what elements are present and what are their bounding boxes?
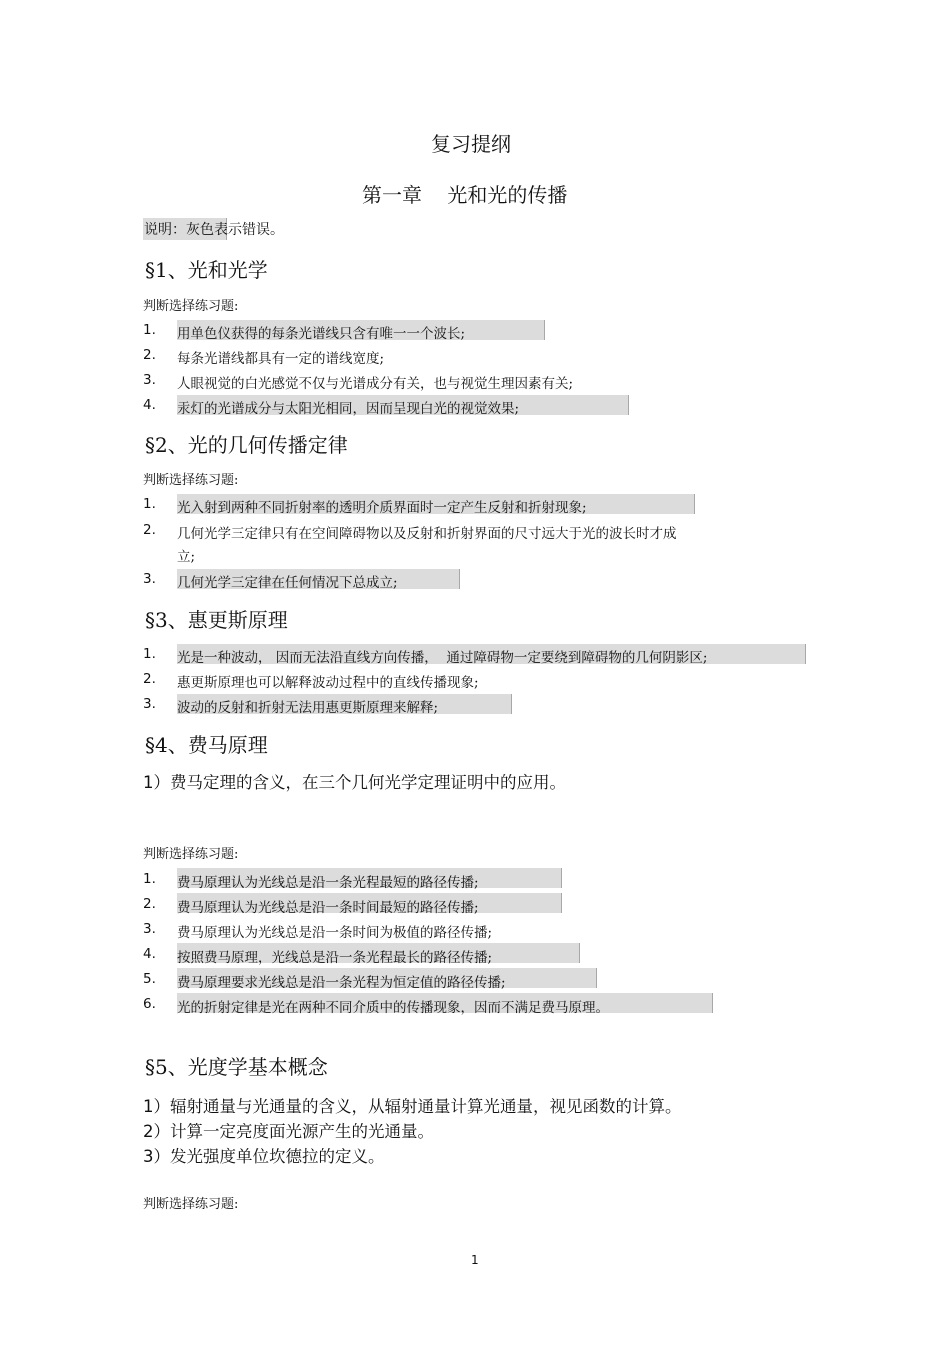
list-item-number: 4.: [143, 397, 156, 413]
list-item-text: 惠更斯原理也可以解释波动过程中的直线传播现象;: [177, 675, 479, 691]
list-item-text: 用单色仪获得的每条光谱线只含有唯一一个波长;: [177, 326, 466, 342]
list-item-number: 2.: [143, 671, 156, 687]
list-item-number: 1.: [143, 871, 156, 887]
document-title: 复习提纲: [431, 132, 511, 156]
list-item-text: 光的折射定律是光在两种不同介质中的传播现象，因而不满足费马原理。: [177, 1000, 609, 1016]
section-2-heading: §2、光的几何传播定律: [145, 433, 348, 457]
section-5-heading: §5、光度学基本概念: [145, 1055, 328, 1079]
list-item-number: 2.: [143, 522, 156, 538]
list-item-number: 3.: [143, 696, 156, 712]
section-5-exercise-label: 判断选择练习题:: [143, 1197, 239, 1212]
section-4-point-1: 1）费马定理的含义，在三个几何光学定理证明中的应用。: [143, 773, 566, 792]
list-item-text-continuation: 立;: [177, 549, 196, 565]
section-5-point-2: 2）计算一定亮度面光源产生的光通量。: [143, 1122, 434, 1141]
list-item-text: 几何光学三定律只有在空间障碍物以及反射和折射界面的尺寸远大于光的波长时才成: [177, 526, 677, 542]
list-item-number: 6.: [143, 996, 156, 1012]
section-5-point-1: 1）辐射通量与光通量的含义，从辐射通量计算光通量，视见函数的计算。: [143, 1097, 682, 1116]
list-item-text: 费马原理认为光线总是沿一条光程最短的路径传播;: [177, 875, 479, 891]
list-item-number: 1.: [143, 496, 156, 512]
section-3-heading: §3、惠更斯原理: [145, 608, 288, 632]
section-4-heading: §4、费马原理: [145, 733, 268, 757]
list-item-text: 光是一种波动， 因而无法沿直线方向传播， 通过障碍物一定要绕到障碍物的几何阴影区;: [177, 650, 708, 666]
list-item-number: 3.: [143, 372, 156, 388]
list-item-number: 3.: [143, 571, 156, 587]
list-item-number: 1.: [143, 646, 156, 662]
list-item-text: 按照费马原理，光线总是沿一条光程最长的路径传播;: [177, 950, 493, 966]
list-item-number: 1.: [143, 322, 156, 338]
section-4-exercise-label: 判断选择练习题:: [143, 847, 239, 862]
list-item-text: 人眼视觉的白光感觉不仅与光谱成分有关，也与视觉生理因素有关;: [177, 376, 574, 392]
list-item-number: 2.: [143, 347, 156, 363]
list-item-text: 费马原理要求光线总是沿一条光程为恒定值的路径传播;: [177, 975, 506, 991]
list-item-number: 5.: [143, 971, 156, 987]
section-2-exercise-label: 判断选择练习题:: [143, 473, 239, 488]
list-item-number: 2.: [143, 896, 156, 912]
list-item-text: 每条光谱线都具有一定的谱线宽度;: [177, 351, 385, 367]
list-item-text: 光入射到两种不同折射率的透明介质界面时一定产生反射和折射现象;: [177, 500, 587, 516]
list-item-text: 汞灯的光谱成分与太阳光相同，因而呈现白光的视觉效果;: [177, 401, 520, 417]
section-1-heading: §1、光和光学: [145, 258, 268, 282]
page-number: 1: [471, 1253, 479, 1267]
chapter-title: 第一章 光和光的传播: [362, 183, 568, 207]
list-item-number: 4.: [143, 946, 156, 962]
list-item-number: 3.: [143, 921, 156, 937]
section-1-exercise-label: 判断选择练习题:: [143, 299, 239, 314]
list-item-text: 波动的反射和折射无法用惠更斯原理来解释;: [177, 700, 439, 716]
list-item-text: 费马原理认为光线总是沿一条时间最短的路径传播;: [177, 900, 479, 916]
legend-note: 说明：灰色表示错误。: [144, 222, 284, 238]
section-5-point-3: 3）发光强度单位坎德拉的定义。: [143, 1147, 385, 1166]
list-item-text: 费马原理认为光线总是沿一条时间为极值的路径传播;: [177, 925, 493, 941]
list-item-text: 几何光学三定律在任何情况下总成立;: [177, 575, 398, 591]
